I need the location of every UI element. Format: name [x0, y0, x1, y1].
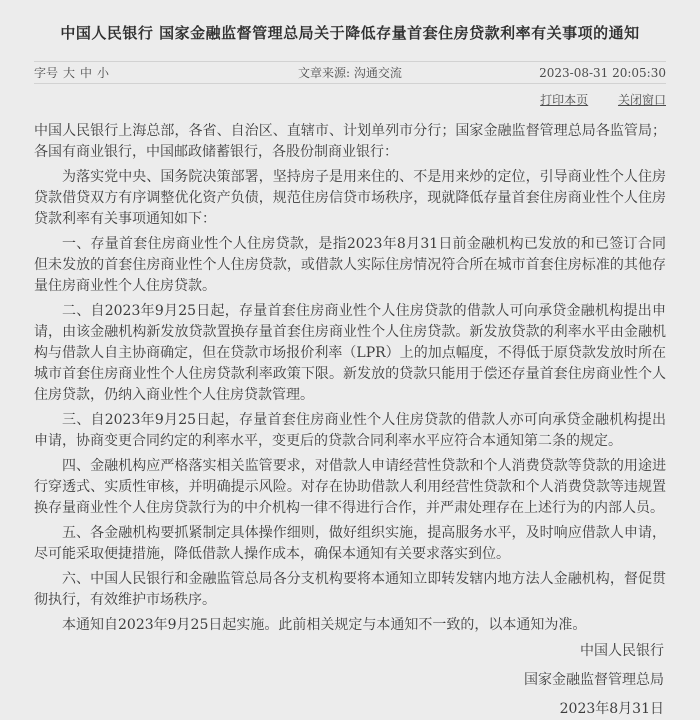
addressee-paragraph: 中国人民银行上海总部，各省、自治区、直辖市、计划单列市分行；国家金融监督管理总局各监管局；各国有商业银行，中国邮政储蓄银行，各股份制商业银行： — [34, 123, 666, 160]
meta-bar — [34, 61, 666, 84]
article-source — [232, 64, 469, 81]
page-actions — [34, 91, 666, 108]
font-size-label: 字号 — [34, 66, 59, 80]
effective-date-paragraph: 本通知自2023年9月25日起实施。此前相关规定与本通知不一致的，以本通知为准。 — [62, 617, 587, 633]
clause-5-paragraph: 五、各金融机构要抓紧制定具体操作细则，做好组织实施，提高服务水平，及时响应借款人申请，尽可能采取便捷措施，降低借款人操作成本，确保本通知有关要求落实到位。 — [34, 525, 666, 562]
font-size-medium-link[interactable]: 中 — [80, 66, 93, 80]
font-size-small-link[interactable]: 小 — [97, 66, 110, 80]
page-title: 中国人民银行 国家金融监督管理总局关于降低存量首套住房贷款利率有关事项的通知 — [60, 24, 640, 42]
signature-block — [34, 640, 666, 720]
signature-date: 2023年8月31日 — [559, 701, 664, 717]
publish-timestamp: 2023-08-31 20:05:30 — [539, 65, 666, 80]
article-source-label: 文章来源: — [298, 66, 351, 80]
clause-6-paragraph: 六、中国人民银行和金融监管总局各分支机构要将本通知立即转发辖内地方法人金融机构，督促贯彻执行，有效维护市场秩序。 — [34, 571, 666, 608]
clause-3-paragraph: 三、自2023年9月25日起，存量首套住房商业性个人住房贷款的借款人亦可向承贷金融机构提出申请，协商变更合同约定的利率水平，变更后的贷款合同利率水平应符合本通知第二条的规定。 — [34, 412, 666, 449]
print-page-link[interactable]: 打印本页 — [540, 93, 589, 107]
signature-issuer-nfra: 国家金融监督管理总局 — [524, 672, 664, 688]
font-size-large-link[interactable]: 大 — [63, 66, 76, 80]
preamble-paragraph: 为落实党中央、国务院决策部署，坚持房子是用来住的、不是用来炒的定位，引导商业性个人住房贷款借贷双方有序调整优化资产负债，规范住房信贷市场秩序，现就降低存量首套住房商业性个人住房贷款利率有关事项通知如下： — [34, 169, 666, 227]
signature-issuer-pboc: 中国人民银行 — [580, 643, 664, 659]
clause-2-paragraph: 二、自2023年9月25日起，存量首套住房商业性个人住房贷款的借款人可向承贷金融机构提出申请，由该金融机构新发放贷款置换存量首套住房商业性个人住房贷款。新发放贷款的利率水平由金融机构与借款人自主协商确定，但在贷款市场报价利率（LPR）上的加点幅度，不得低于原贷款发放时所在城市首套住房商业性个人住房贷款利率政策下限。新发放的贷款只能用于偿还存量首套住房商业性个人住房贷款，仍纳入商业性个人住房贷款管理。 — [34, 303, 666, 403]
clause-4-paragraph: 四、金融机构应严格落实相关监管要求，对借款人申请经营性贷款和个人消费贷款等贷款的用途进行穿透式、实质性审核，并明确提示风险。对存在协助借款人利用经营性贷款和个人消费贷款等违规置换存量商业性个人住房贷款行为的中介机构一律不得进行合作，并严肃处理存在上述行为的内部人员。 — [34, 458, 666, 516]
notice-body — [34, 121, 666, 636]
article-source-value: 沟通交流 — [353, 66, 402, 80]
font-size-control — [34, 64, 232, 81]
close-window-link[interactable]: 关闭窗口 — [617, 93, 666, 107]
clause-1-paragraph: 一、存量首套住房商业性个人住房贷款，是指2023年8月31日前金融机构已发放的和已签订合同但未发放的首套住房商业性个人住房贷款，或借款人实际住房情况符合所在城市首套住房标准的其他存量住房商业性个人住房贷款。 — [34, 236, 666, 294]
